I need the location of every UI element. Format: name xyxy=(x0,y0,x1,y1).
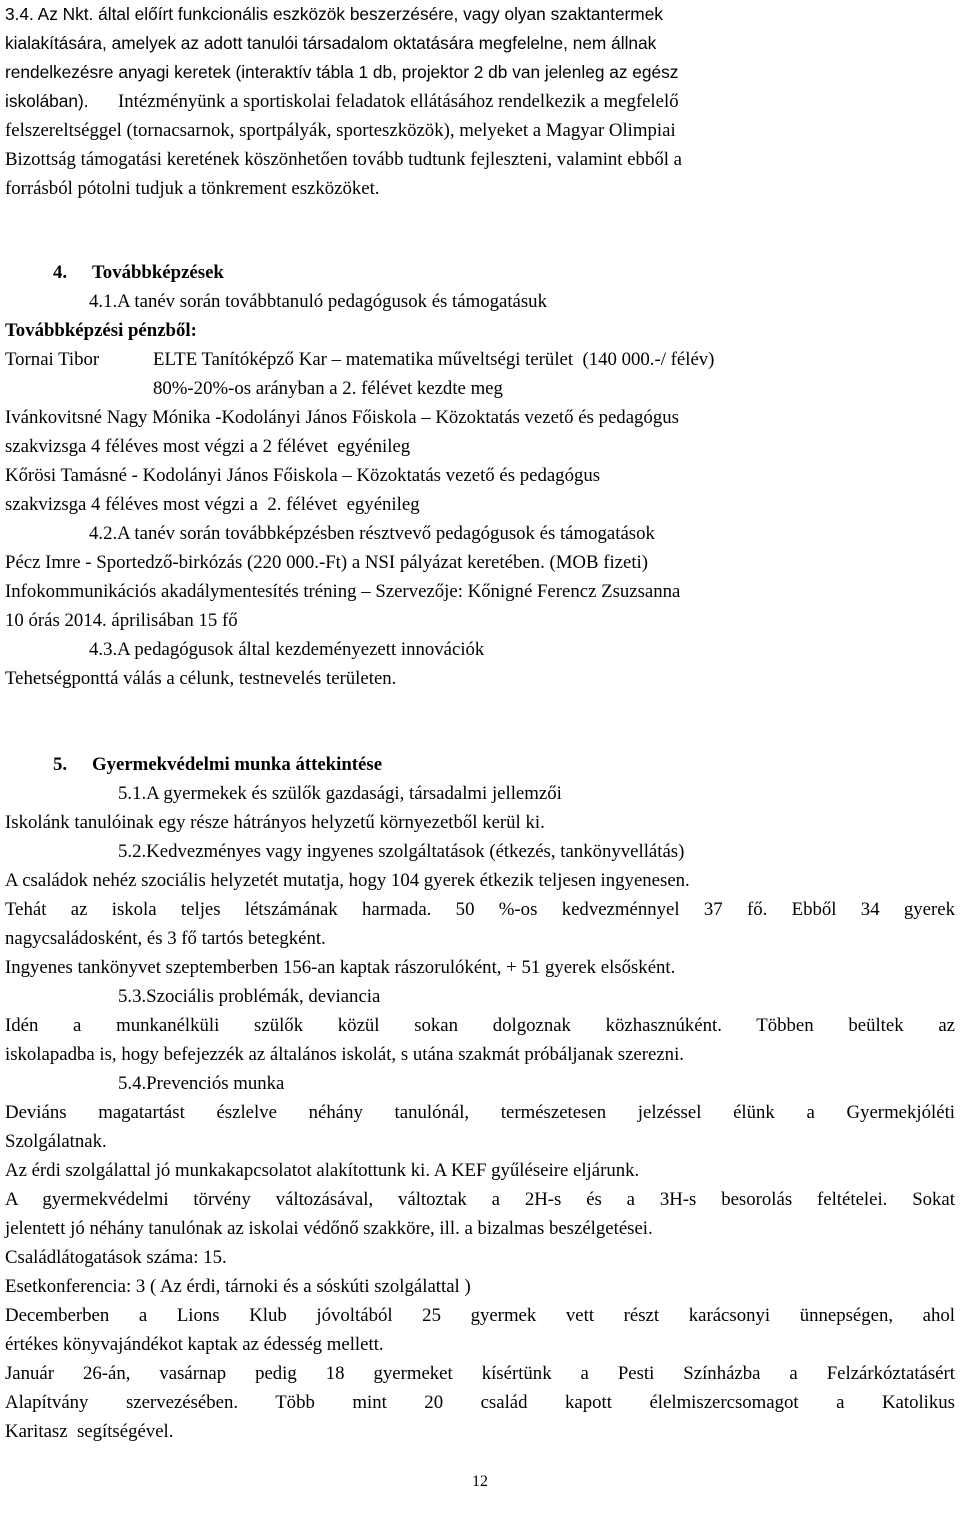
subsection-heading: 5.4.Prevenciós munka xyxy=(118,1073,285,1094)
subsection-heading: 4.1.A tanév során továbbtanuló pedagógusok és támogatásuk xyxy=(89,291,547,312)
text-line: Családlátogatások száma: 15. xyxy=(5,1247,227,1268)
subsection-heading: 5.1.A gyermekek és szülők gazdasági, társadalmi jellemzői xyxy=(118,783,562,804)
subsection-heading: 4.2.A tanév során továbbképzésben résztvevő pedagógusok és támogatások xyxy=(89,523,655,544)
section-heading: Továbbképzések xyxy=(92,262,224,283)
text-line: nagycsaládosként, és 3 fő tartós betegként. xyxy=(5,928,326,949)
text-line: 80%-20%-os arányban a 2. félévet kezdte meg xyxy=(153,378,503,399)
subsection-heading: 5.2.Kedvezményes vagy ingyenes szolgáltatások (étkezés, tankönyvellátás) xyxy=(118,841,685,862)
text-line: Tehetségponttá válás a célunk, testnevelés területen. xyxy=(5,668,397,689)
text-line: Továbbképzési pénzből: xyxy=(5,320,197,341)
text-line: szakvizsga 4 féléves most végzi a 2. félévet egyénileg xyxy=(5,494,420,515)
page-number: 12 xyxy=(472,1473,488,1490)
text-line: Tehát az iskola teljes létszámának harmada. 50 %-os kedvezménnyel 37 fő. Ebből 34 gyerek xyxy=(5,899,955,920)
text-line: Decemberben a Lions Klub jóvoltából 25 gyermek vett részt karácsonyi ünnepségen, ahol xyxy=(5,1305,955,1326)
text-line: szakvizsga 4 féléves most végzi a 2 félévet egyénileg xyxy=(5,436,411,457)
text-line: Bizottság támogatási keretének köszönhetően tovább tudtunk fejleszteni, valamint ebből a xyxy=(5,149,682,170)
text-line: 3.4. Az Nkt. által előírt funkcionális eszközök beszerzésére, vagy olyan szaktantermek xyxy=(5,4,663,24)
text-line: Ivánkovitsné Nagy Mónika -Kodolányi János Főiskola – Közoktatás vezető és pedagógus xyxy=(5,407,679,428)
text-line: értékes könyvajándékot kaptak az édesség mellett. xyxy=(5,1334,384,1355)
section-number: 5. xyxy=(53,754,68,775)
text-line: 10 órás 2014. áprilisában 15 fő xyxy=(5,610,238,631)
section-number: 4. xyxy=(53,262,68,283)
text-line: Iskolánk tanulóinak egy része hátrányos helyzetű környezetből kerül ki. xyxy=(5,812,545,833)
text-line: Ingyenes tankönyvet szeptemberben 156-an kaptak rászorulóként, + 51 gyerek elsősként. xyxy=(5,957,676,978)
text-line: Idén a munkanélküli szülők közül sokan dolgoznak közhasznúként. Többen beültek az xyxy=(5,1015,955,1036)
text-line: Január 26-án, vasárnap pedig 18 gyermeket kísértünk a Pesti Színházba a Felzárkóztatásért xyxy=(5,1363,955,1384)
text-line: Kőrösi Tamásné - Kodolányi János Főiskola – Közoktatás vezető és pedagógus xyxy=(5,465,601,486)
text-line: A gyermekvédelmi törvény változásával, változtak a 2H-s és a 3H-s besorolás feltételei. Sokat xyxy=(5,1189,955,1210)
text-line: kialakítására, amelyek az adott tanulói társadalom oktatására megfelelne, nem állnak xyxy=(5,33,657,53)
section-heading: Gyermekvédelmi munka áttekintése xyxy=(92,754,383,775)
text-line: Szolgálatnak. xyxy=(5,1131,107,1152)
text-line: Pécz Imre - Sportedző-birkózás (220 000.-Ft) a NSI pályázat keretében. (MOB fizeti) xyxy=(5,552,649,573)
text-line: Deviáns magatartást észlelve néhány tanulónál, természetesen jelzéssel élünk a Gyermekjóléti xyxy=(5,1102,955,1123)
text-line: A családok nehéz szociális helyzetét mutatja, hogy 104 gyerek étkezik teljesen ingyenesen. xyxy=(5,870,690,891)
text-line: felszereltséggel (tornacsarnok, sportpályák, sporteszközök), melyeket a Magyar Olimpiai xyxy=(5,120,676,141)
text-line: ELTE Tanítóképző Kar – matematika műveltségi terület (140 000.-/ félév) xyxy=(153,349,715,370)
text-line: Karitasz segítségével. xyxy=(5,1421,174,1442)
text-line: Az érdi szolgálattal jó munkakapcsolatot alakítottunk ki. A KEF gyűléseire eljárunk. xyxy=(5,1160,640,1181)
text-line: jelentett jó néhány tanulónak az iskolai védőnő szakköre, ill. a bizalmas beszélgetései. xyxy=(5,1218,653,1239)
text-line: Tornai Tibor xyxy=(5,349,100,370)
text-line: forrásból pótolni tudjuk a tönkrement eszközöket. xyxy=(5,178,380,199)
text-line: iskolában). xyxy=(5,91,89,111)
subsection-heading: 4.3.A pedagógusok által kezdeményezett innovációk xyxy=(89,639,485,660)
subsection-heading: 5.3.Szociális problémák, deviancia xyxy=(118,986,381,1007)
text-line: Intézményünk a sportiskolai feladatok ellátásához rendelkezik a megfelelő xyxy=(118,91,679,112)
text-line: iskolapadba is, hogy befejezzék az általános iskolát, s utána szakmát próbáljanak szerezni. xyxy=(5,1044,684,1065)
text-line: Infokommunikációs akadálymentesítés tréning – Szervezője: Kőnigné Ferencz Zsuzsanna xyxy=(5,581,681,602)
text-line: rendelkezésre anyagi keretek (interaktív tábla 1 db, projektor 2 db van jelenleg az egész xyxy=(5,62,679,82)
text-line: Alapítvány szervezésében. Több mint 20 család kapott élelmiszercsomagot a Katolikus xyxy=(5,1392,955,1413)
text-line: Esetkonferencia: 3 ( Az érdi, tárnoki és a sóskúti szolgálattal ) xyxy=(5,1276,471,1297)
